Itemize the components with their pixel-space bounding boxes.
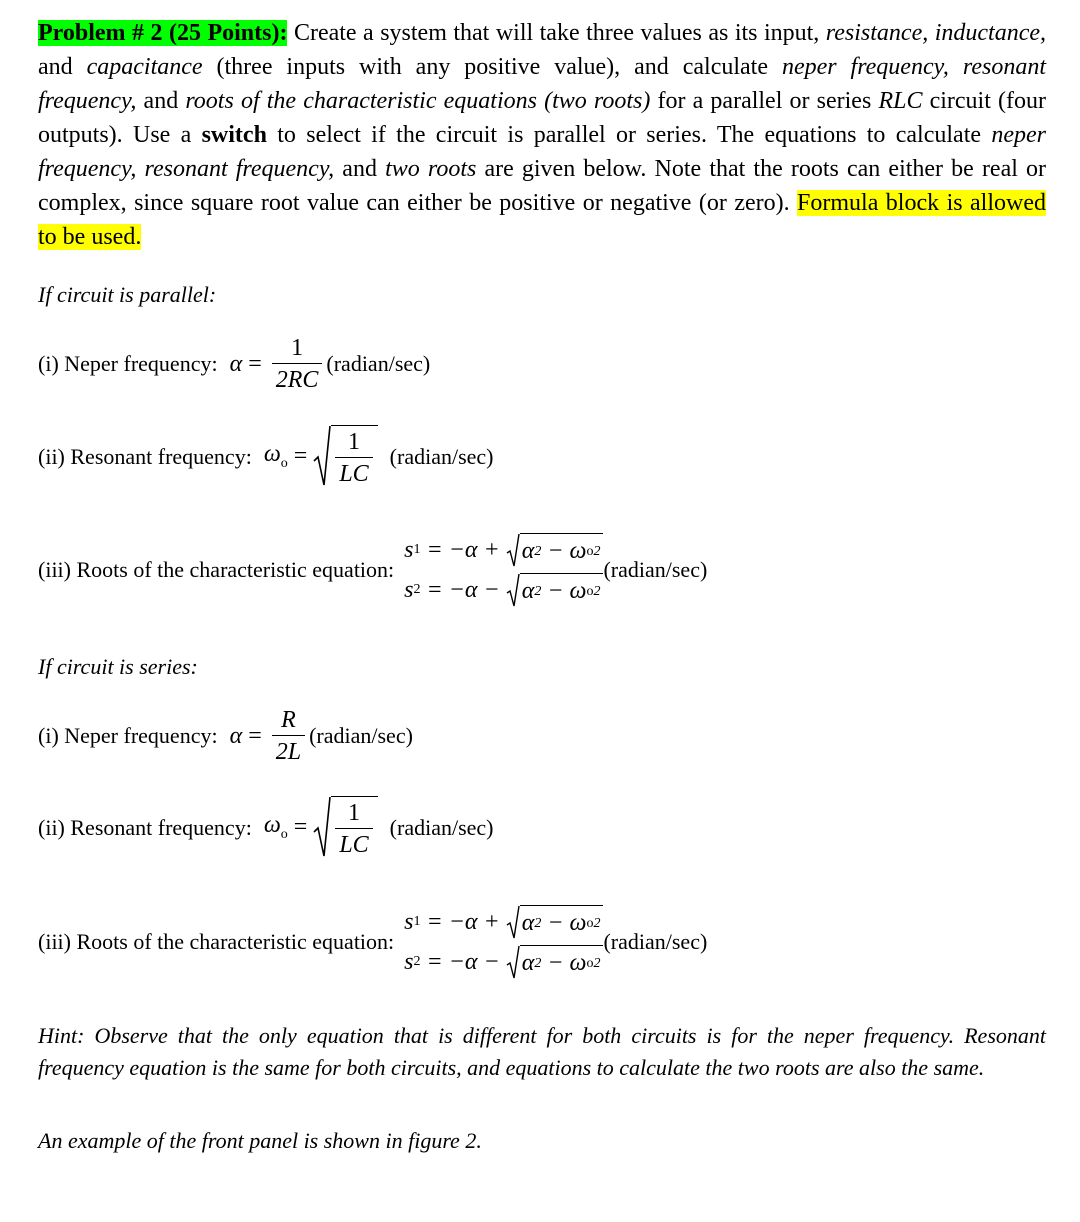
parallel-roots-equation: (iii) Roots of the characteristic equation: s 1 = −α + α 2 − ω o 2 s 2 = −α − α 2 − ω o 2 (radian/sec) — [38, 530, 707, 610]
series-roots-equation: (iii) Roots of the characteristic equation: s 1 = −α + α 2 − ω o 2 s 2 = −α − α 2 − ω o 2 (radian/sec) — [38, 902, 707, 982]
parallel-neper-fraction: $\frac{1}{2RC}$ — [272, 334, 323, 394]
parallel-heading: If circuit is parallel: — [38, 282, 217, 307]
series-neper-fraction: $\frac{R}{2L}$ — [272, 706, 305, 766]
sqrt-symbol: α 2 − ω o 2 — [506, 905, 604, 939]
parallel-roots-block — [404, 530, 603, 610]
sqrt-symbol: α 2 − ω o 2 — [506, 533, 604, 567]
root-s1: s 1 = −α + α 2 − ω o 2 — [404, 530, 603, 570]
sqrt-symbol: $\frac{1}{LC}$ — [313, 796, 377, 859]
parallel-resonant-equation: (ii) Resonant frequency: $\omega_o$ = $\frac{1}{LC}$ (radian/sec) — [38, 425, 494, 488]
sqrt-symbol: $\frac{1}{LC}$ — [313, 425, 377, 488]
root-s2: s 2 = −α − α 2 − ω o 2 — [404, 942, 603, 982]
problem-label: Problem # 2 (25 Points): — [38, 20, 288, 46]
root-s2: s 2 = −α − α 2 − ω o 2 — [404, 570, 603, 610]
series-heading: If circuit is series: — [38, 654, 198, 679]
parallel-neper-equation: (i) Neper frequency: α = $\frac{1}{2RC}$ (radian/sec) — [38, 335, 431, 393]
series-neper-equation: (i) Neper frequency: α = $\frac{R}{2L}$ (radian/sec) — [38, 707, 413, 765]
sqrt-symbol: α 2 − ω o 2 — [506, 945, 604, 979]
root-s1: s 1 = −α + α 2 − ω o 2 — [404, 902, 603, 942]
switch-keyword: switch — [201, 122, 267, 148]
sqrt-symbol: α 2 − ω o 2 — [506, 573, 604, 607]
series-roots-block — [404, 902, 603, 982]
problem-statement: Problem # 2 (25 Points): Create a system that will take three values as its input, resistance, inductance, and capacitance (three inputs with any positive value), and calculate neper frequency, resonant frequency, and roots of the characteristic equations (two roots) for a parallel or series RLC circuit (four outputs). Use a switch to select if the circuit is parallel or series. The equations to calculate neper frequency, resonant frequency, and two roots are given below. Note that the roots can either be real or complex, since square root value can either be positive or negative (or zero). Formula block is allowed to be used. — [38, 20, 1047, 250]
series-resonant-equation: (ii) Resonant frequency: $\omega_o$ = $\frac{1}{LC}$ (radian/sec) — [38, 796, 494, 859]
example-note: An example of the front panel is shown in figure 2. — [38, 1128, 482, 1153]
hint-paragraph: Hint: Observe that the only equation that is different for both circuits is for the neper frequency. Resonant frequency equation is the same for both circuits, and equations to calculate the two roots are also the same. — [38, 1023, 1046, 1080]
formula-block-note: Formula block is allowed to be used. — [38, 190, 1046, 250]
